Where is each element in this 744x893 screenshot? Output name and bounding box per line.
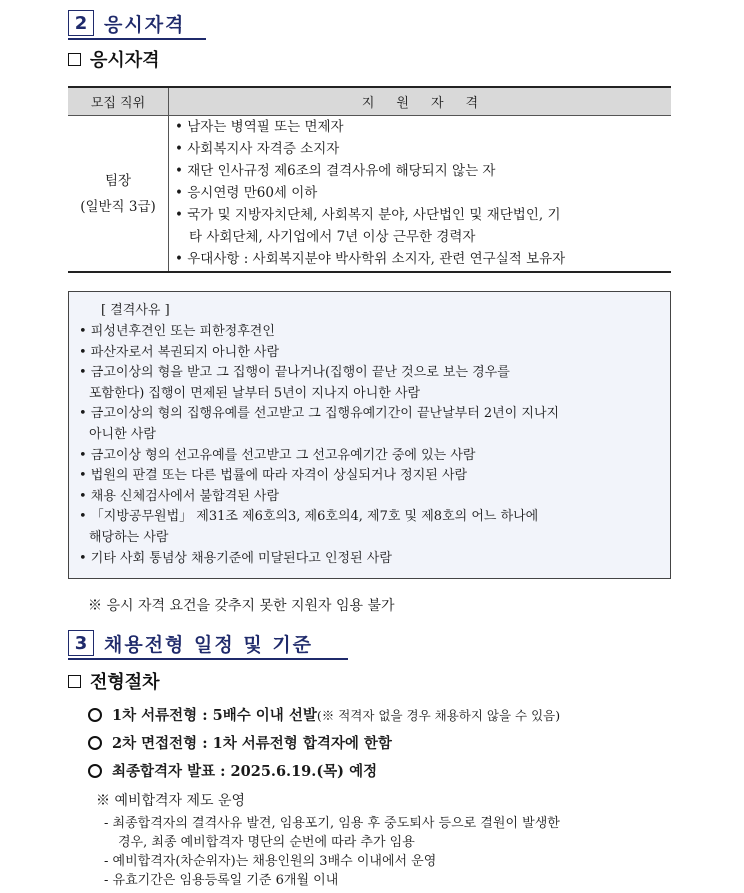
circle-bullet-icon: [88, 736, 102, 750]
section-title: 응시자격: [104, 13, 186, 36]
list-item: • 응시연령 만60세 이하: [175, 185, 318, 201]
section-underline: [68, 658, 348, 660]
step-3: [88, 760, 377, 781]
step-text: 2차 면접전형 : 1차 서류전형 합격자에 한함: [112, 735, 392, 752]
circle-bullet-icon: [88, 708, 102, 722]
cell-qualification: [169, 116, 671, 271]
cell-position: [68, 116, 169, 271]
list-item: 경우, 최종 예비합격자 명단의 순번에 따라 추가 임용: [118, 835, 415, 850]
section-title: 채용전형 일정 및 기준: [104, 633, 314, 656]
step-text: 최종합격자 발표 : 2025.6.19.(목) 예정: [112, 763, 378, 780]
list-item: • 기타 사회 통념상 채용기준에 미달된다고 인정된 사람: [79, 550, 392, 566]
list-item: • 「지방공무원법」 제31조 제6호의3, 제6호의4, 제7호 및 제8호의 어느 하나에: [79, 509, 539, 525]
list-item: 아니한 사람: [89, 426, 156, 442]
subheading-text: 전형절차: [90, 672, 160, 693]
list-item: • 채용 신체검사에서 불합격된 사람: [79, 488, 280, 504]
unqualified-note: ※ 응시 자격 요건을 갖추지 못한 지원자 임용 불가: [88, 598, 395, 614]
disqualification-box: [68, 291, 671, 579]
list-item: • 사회복지사 자격증 소지자: [175, 141, 340, 157]
list-item: • 남자는 병역필 또는 면제자: [175, 119, 344, 135]
list-item: • 피성년후견인 또는 피한정후견인: [79, 324, 275, 339]
list-item: • 우대사항 : 사회복지분야 박사학위 소지자, 관련 연구실적 보유자: [175, 251, 566, 267]
list-item: 해당하는 사람: [89, 529, 169, 545]
subheading-process: [68, 668, 160, 694]
list-item: 타 사회단체, 사기업에서 7년 이상 근무한 경력자: [189, 229, 476, 245]
box-title: [ 결격사유 ]: [101, 303, 170, 318]
list-item: • 국가 및 지방자치단체, 사회복지 분야, 사단법인 및 재단법인, 기: [175, 207, 561, 223]
table-header: [68, 88, 671, 116]
step-text: 1차 서류전형 : 5배수 이내 선발: [112, 707, 317, 724]
list-item: • 금고이상의 형을 받고 그 집행이 끝나거나(집행이 끝난 것으로 보는 경우를: [79, 365, 510, 381]
step-note: (※ 적격자 없을 경우 채용하지 않을 수 있음): [316, 707, 561, 723]
step-1: [88, 704, 560, 725]
square-bullet-icon: [68, 53, 81, 66]
step-2: [88, 732, 392, 753]
list-item: - 유효기간은 임용등록일 기준 6개월 이내: [104, 873, 339, 888]
circle-bullet-icon: [88, 764, 102, 778]
subheading-text: 응시자격: [90, 50, 160, 71]
header-position: 모집 직위: [68, 88, 169, 115]
list-item: • 금고이상의 형의 집행유예를 선고받고 그 집행유예기간이 끝난날부터 2년이 지나지: [79, 406, 560, 422]
section-header-3: [68, 628, 313, 658]
list-item: • 파산자로서 복권되지 아니한 사람: [79, 344, 280, 360]
list-item: • 법원의 판결 또는 다른 법률에 따라 자격이 상실되거나 정지된 사람: [79, 468, 468, 484]
section-number: 2: [68, 10, 94, 36]
reserve-title: ※ 예비합격자 제도 운영: [96, 793, 246, 809]
position-grade: (일반직 3급): [80, 198, 156, 215]
list-item: 포함한다) 집행이 면제된 날부터 5년이 지나지 아니한 사람: [89, 385, 421, 401]
square-bullet-icon: [68, 675, 81, 688]
qualification-table: [68, 86, 671, 273]
section-header-2: [68, 8, 185, 38]
list-item: • 재단 인사규정 제6조의 결격사유에 해당되지 않는 자: [175, 163, 496, 179]
list-item: - 예비합격자(차순위자)는 채용인원의 3배수 이내에서 운영: [104, 854, 437, 869]
section-number: 3: [68, 630, 94, 656]
list-item: - 최종합격자의 결격사유 발견, 임용포기, 임용 후 중도퇴사 등으로 결원이 발생한: [104, 816, 560, 831]
table-row: [68, 116, 671, 271]
list-item: • 금고이상 형의 선고유예를 선고받고 그 선고유예기간 중에 있는 사람: [79, 447, 476, 463]
subheading-qualification: [68, 46, 160, 72]
section-underline: [68, 38, 206, 40]
position-name: 팀장: [104, 172, 132, 189]
header-qualification: 지원자격: [361, 96, 501, 111]
